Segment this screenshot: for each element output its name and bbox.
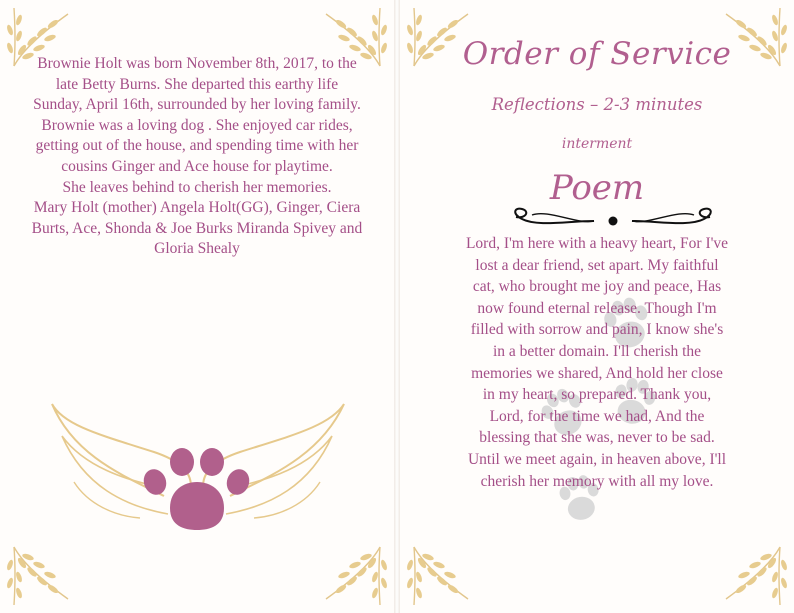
obituary-paragraph: Brownie Holt was born November 8th, 2017, to the late Betty Burns. She departed this earthy life Sunday, April 16th, surrounded by her loving family. — [33, 55, 361, 114]
obituary-text — [30, 54, 364, 260]
order-of-service-title: Order of Service — [462, 36, 732, 72]
service-item-interment: interment — [561, 136, 633, 152]
floral-corner-icon — [318, 539, 388, 609]
left-page — [0, 0, 394, 613]
flourish-divider-icon — [508, 205, 718, 231]
right-page — [400, 0, 794, 613]
floral-corner-icon — [406, 539, 476, 609]
obituary-paragraph: Mary Holt (mother) Angela Holt(GG), Ginger, Ciera Burts, Ace, Shonda & Joe Burks Miranda Spivey and Gloria Shealy — [31, 199, 363, 258]
floral-corner-icon — [718, 539, 788, 609]
poem-title: Poem — [549, 168, 645, 208]
obituary-paragraph: Brownie was a loving dog . She enjoyed car rides, getting out of the house, and spending time with her cousins Ginger and Ace house for playtime. — [35, 116, 359, 175]
poem-text: Lord, I'm here with a heavy heart, For I've lost a dear friend, set apart. My faithful cat, who brought me joy and peace, Has now found eternal release. Though I'm filled with sorrow and pain, I know she's in a better domain. I'll cherish the memories we shared, And hold her close in my heart, so prepared. Thank you, Lord, for the time we had, And the blessing that she was, never to be sad. Until we meet again, in heaven above, I'll cherish her memory with all my love. — [465, 235, 729, 490]
obituary-paragraph: She leaves behind to cherish her memories. — [62, 178, 332, 196]
floral-corner-icon — [6, 539, 76, 609]
service-item-reflections: Reflections – 2-3 minutes — [491, 95, 703, 114]
winged-paw-icon — [44, 396, 350, 536]
